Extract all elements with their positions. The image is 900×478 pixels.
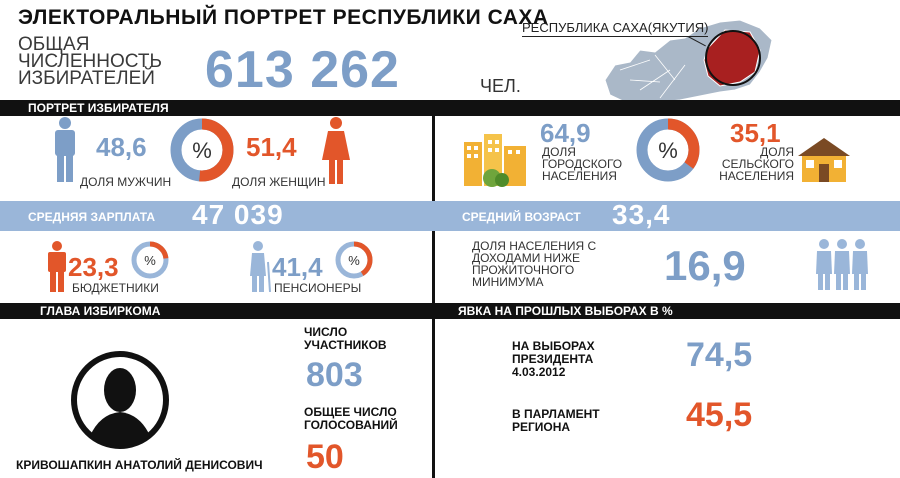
age-label: СРЕДНИЙ ВОЗРАСТ <box>462 210 581 224</box>
portrait-icon <box>70 350 170 450</box>
female-value: 51,4 <box>246 132 297 162</box>
salary-value: 47 039 <box>192 199 284 230</box>
total-voters: 613 262 <box>205 41 400 99</box>
salary-label: СРЕДНЯЯ ЗАРПЛАТА <box>28 210 156 224</box>
pension-label: ПЕНСИОНЕРЫ <box>274 281 362 295</box>
section-title-portrait: ПОРТРЕТ ИЗБИРАТЕЛЯ <box>28 101 169 115</box>
commission-head-name: КРИВОШАПКИН АНАТОЛИЙ ДЕНИСОВИЧ <box>16 458 263 472</box>
male-value: 48,6 <box>96 132 147 162</box>
votes-value: 50 <box>306 438 344 476</box>
pensioner-icon <box>246 240 272 292</box>
poverty-label: ДОЛЯ НАСЕЛЕНИЯ С ДОХОДАМИ НИЖЕ ПРОЖИТОЧНОГО МИНИМУМА <box>472 239 597 289</box>
divider <box>432 319 435 478</box>
page-title: ЭЛЕКТОРАЛЬНЫЙ ПОРТРЕТ РЕСПУБЛИКИ САХА <box>18 6 549 29</box>
female-icon <box>320 116 352 184</box>
male-icon <box>52 116 78 182</box>
poverty-value: 16,9 <box>664 242 746 289</box>
male-label: ДОЛЯ МУЖЧИН <box>80 175 172 189</box>
percent-sign: % <box>658 138 678 163</box>
house-icon <box>796 136 852 184</box>
elderly-group-icon <box>812 238 874 290</box>
rural-value: 35,1 <box>730 118 781 148</box>
section-bar-bottom <box>0 303 900 319</box>
city-icon <box>462 132 530 188</box>
president-label: НА ВЫБОРАХ ПРЕЗИДЕНТА 4.03.2012 <box>512 339 595 379</box>
percent-sign: % <box>144 253 156 268</box>
female-label: ДОЛЯ ЖЕНЩИН <box>232 175 326 189</box>
president-value: 74,5 <box>686 336 753 374</box>
percent-sign: % <box>192 138 212 163</box>
divider <box>432 231 435 303</box>
participants-label: ЧИСЛО УЧАСТНИКОВ <box>304 325 387 352</box>
section-title-commission: ГЛАВА ИЗБИРКОМА <box>40 304 161 318</box>
public-label: БЮДЖЕТНИКИ <box>72 281 159 295</box>
public-donut <box>130 240 170 280</box>
rural-label: ДОЛЯ СЕЛЬСКОГО НАСЕЛЕНИЯ <box>719 145 794 183</box>
percent-sign: % <box>348 253 360 268</box>
urban-label: ДОЛЯ ГОРОДСКОГО НАСЕЛЕНИЯ <box>542 145 623 183</box>
age-value: 33,4 <box>612 199 671 230</box>
public-value: 23,3 <box>68 252 119 282</box>
worker-icon <box>44 240 70 292</box>
participants-value: 803 <box>306 356 363 394</box>
parliament-label: В ПАРЛАМЕНТ РЕГИОНА <box>512 407 600 434</box>
voters-subtitle: ОБЩАЯ ЧИСЛЕННОСТЬ ИЗБИРАТЕЛЕЙ <box>18 34 162 89</box>
gender-donut <box>168 116 236 184</box>
votes-label: ОБЩЕЕ ЧИСЛО ГОЛОСОВАНИЙ <box>304 405 398 432</box>
map-label: РЕСПУБЛИКА САХА(ЯКУТИЯ) <box>522 20 709 35</box>
urban-value: 64,9 <box>540 118 591 148</box>
parliament-value: 45,5 <box>686 396 753 434</box>
section-title-turnout: ЯВКА НА ПРОШЛЫХ ВЫБОРАХ В % <box>458 304 673 318</box>
settlement-donut <box>634 116 702 184</box>
pension-value: 41,4 <box>272 252 323 282</box>
voters-unit: ЧЕЛ. <box>480 76 521 96</box>
section-bar-portrait <box>0 100 900 116</box>
divider <box>432 116 435 202</box>
pension-donut <box>334 240 374 280</box>
